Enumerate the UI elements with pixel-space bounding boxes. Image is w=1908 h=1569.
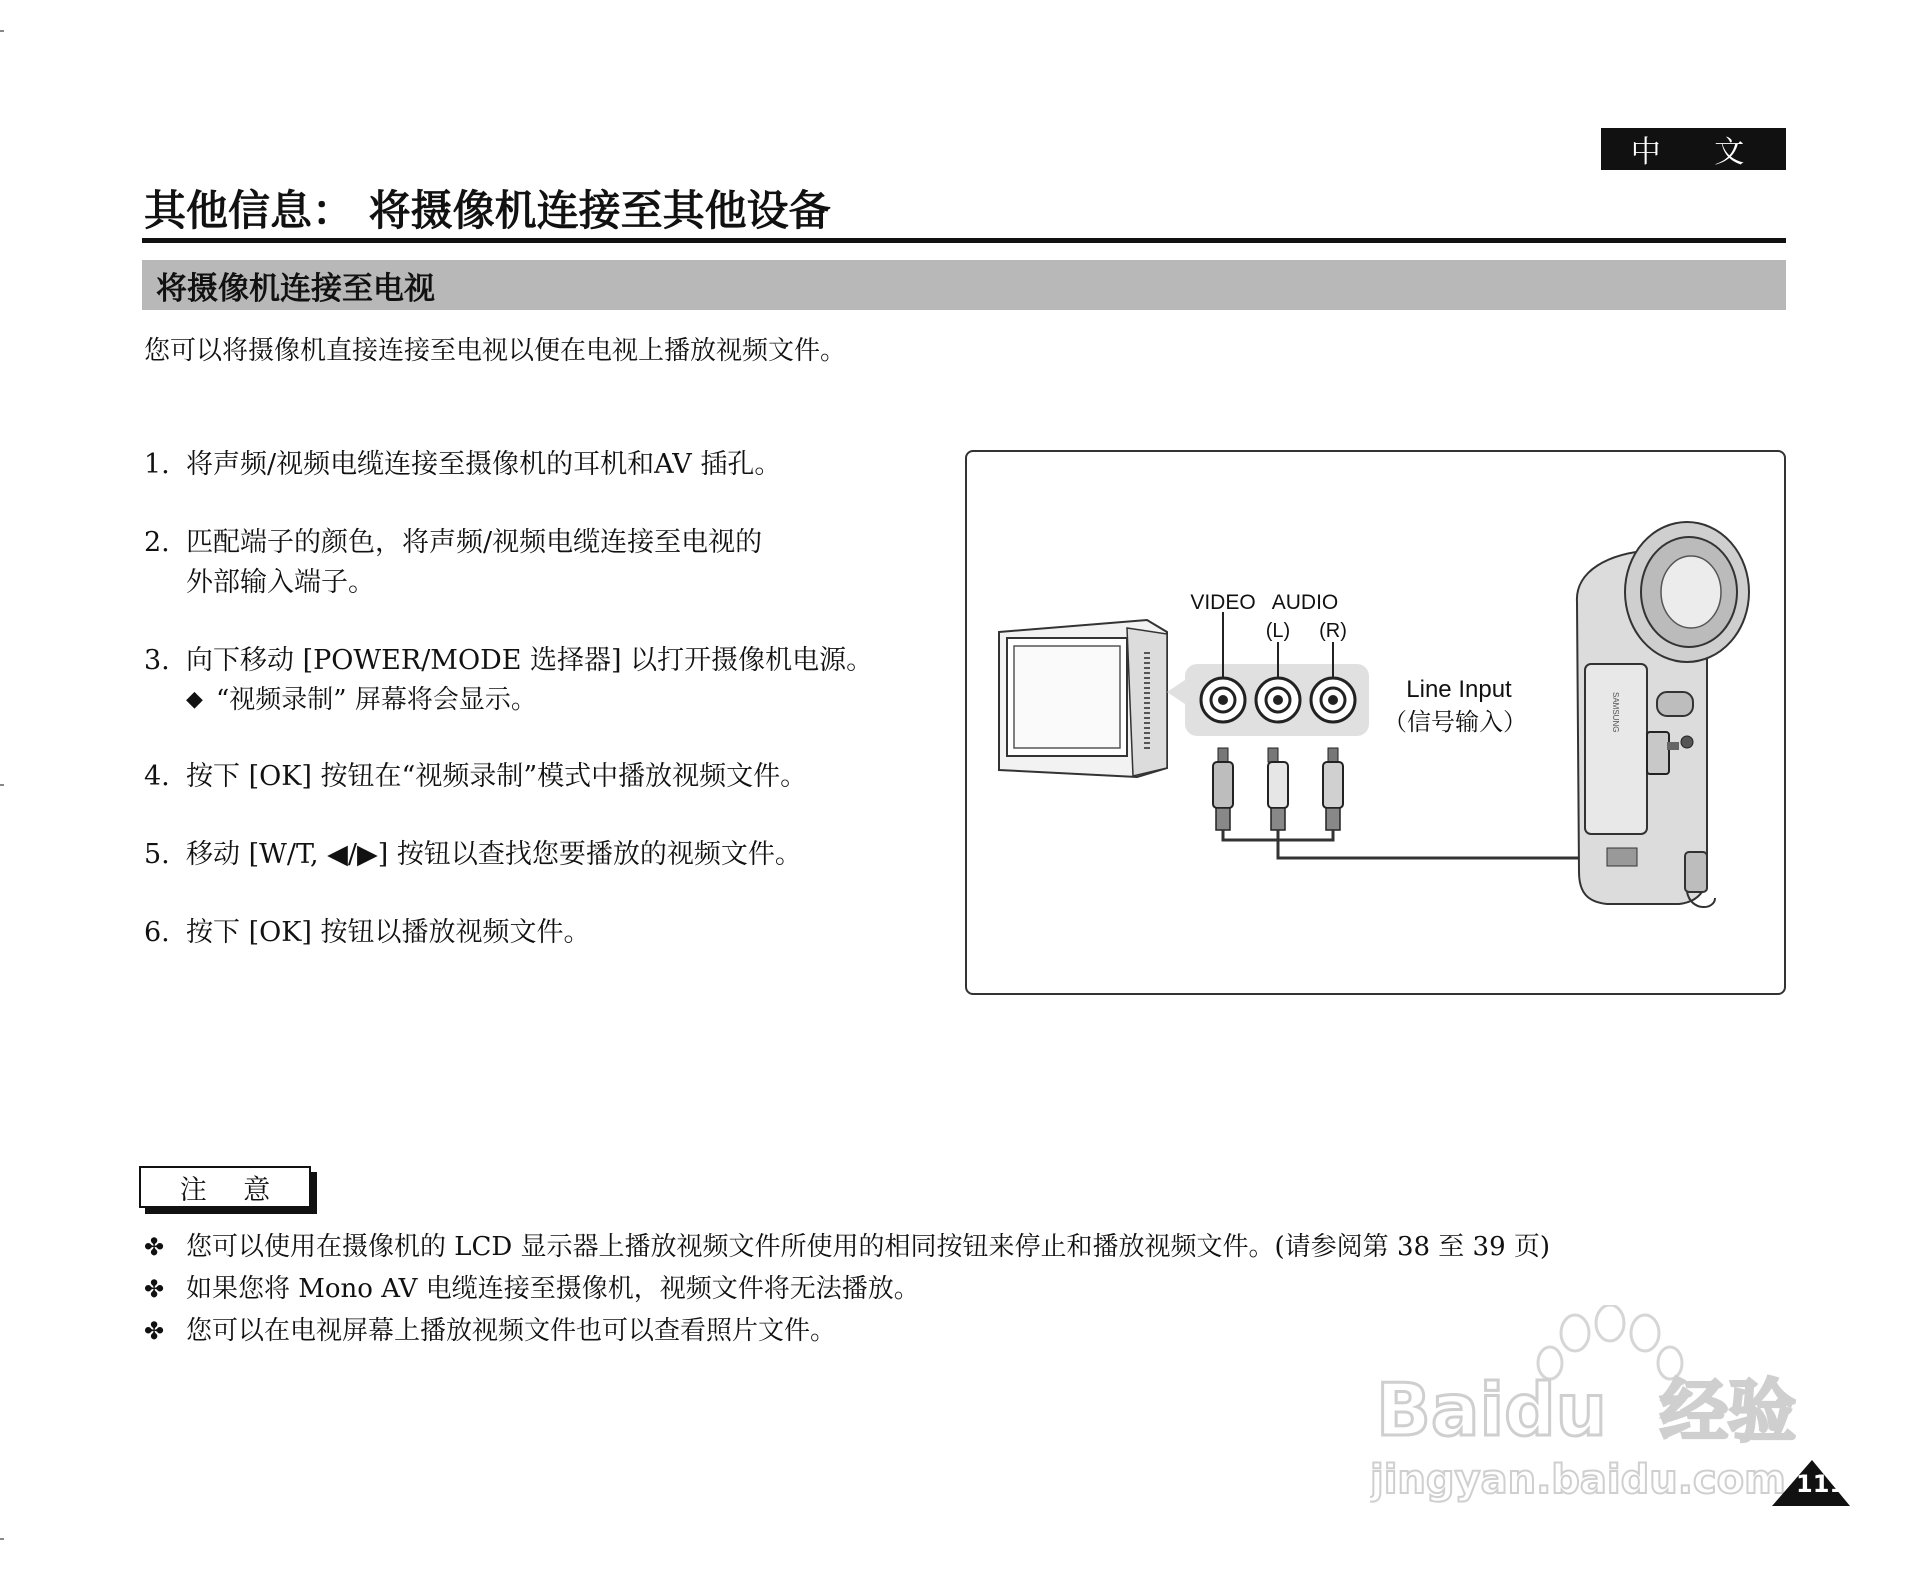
page-title: 其他信息： 将摄像机连接至其他设备: [144, 186, 831, 235]
step-number: 5.: [144, 839, 170, 870]
crop-mark: [0, 784, 4, 786]
step-3: [144, 641, 924, 719]
step-text: 向下移动 [POWER/MODE 选择器] 以打开摄像机电源。: [186, 645, 874, 676]
watermark-brand: Baidu: [1376, 1368, 1607, 1452]
steps-list: [144, 445, 924, 953]
note-item: [144, 1268, 1784, 1310]
language-tag: 中 文: [1601, 128, 1786, 170]
step-text: 移动 [W/T, ◀/▶] 按钮以查找您要播放的视频文件。: [186, 839, 802, 870]
title-rule: [142, 238, 1786, 243]
cross-bullet-icon: ✤: [144, 1233, 165, 1261]
video-label: VIDEO: [1190, 591, 1256, 614]
step-number: 2.: [144, 527, 170, 558]
step-sub-text: “视频录制” 屏幕将会显示。: [216, 685, 537, 715]
step-text-line: 外部输入端子。: [186, 567, 375, 598]
audio-left-jack-icon: [1256, 678, 1300, 722]
note-tag: 注 意: [139, 1166, 311, 1208]
step-text: 将声频/视频电缆连接至摄像机的耳机和AV 插孔。: [186, 449, 782, 480]
camcorder-icon: [1577, 522, 1749, 907]
step-4: [144, 757, 924, 797]
video-jack-icon: [1201, 678, 1245, 722]
step-text: 按下 [OK] 按钮在“视频录制”模式中播放视频文件。: [186, 761, 808, 792]
tv-icon: [999, 620, 1167, 777]
step-1: [144, 445, 924, 485]
note-text: 如果您将 Mono AV 电缆连接至摄像机，视频文件将无法播放。: [186, 1274, 920, 1304]
section-title: 将摄像机连接至电视: [156, 270, 435, 307]
step-number: 6.: [144, 917, 170, 948]
step-text: [186, 523, 924, 603]
step-5: [144, 835, 924, 875]
note-text: 您可以使用在摄像机的 LCD 显示器上播放视频文件所使用的相同按钮来停止和播放视频文件。(请参阅第 38 至 39 页): [186, 1232, 1551, 1262]
step-content: [186, 641, 924, 719]
section-header: [142, 260, 1786, 310]
step-text: 按下 [OK] 按钮以播放视频文件。: [186, 917, 591, 948]
step-sub-bullet: [186, 681, 924, 719]
right-channel-label: (R): [1319, 620, 1347, 642]
connection-illustration: [967, 452, 1784, 993]
crop-mark: [0, 1538, 4, 1540]
audio-right-jack-icon: [1311, 678, 1355, 722]
step-number: 3.: [144, 645, 170, 676]
brand-label: SAMSUNG: [1611, 692, 1620, 733]
step-6: [144, 913, 924, 953]
left-channel-label: (L): [1265, 620, 1291, 642]
note-item: [144, 1226, 1784, 1268]
line-input-label: Line Input: [1406, 676, 1512, 703]
crop-mark: [0, 30, 4, 32]
connection-diagram: [965, 450, 1786, 995]
note-text: 您可以在电视屏幕上播放视频文件也可以查看照片文件。: [186, 1316, 837, 1346]
cross-bullet-icon: ✤: [144, 1275, 165, 1303]
step-number: 1.: [144, 449, 170, 480]
step-text-line: 匹配端子的颜色，将声频/视频电缆连接至电视的: [186, 527, 763, 558]
step-number: 4.: [144, 761, 170, 792]
intro-text: 您可以将摄像机直接连接至电视以便在电视上播放视频文件。: [144, 336, 847, 366]
step-2: [144, 523, 924, 603]
page-number: 111: [1796, 1470, 1847, 1498]
line-input-cn-label: （信号输入）: [1383, 708, 1527, 736]
diamond-bullet-icon: ◆: [186, 687, 203, 712]
watermark-url: jingyan.baidu.com: [1370, 1457, 1786, 1503]
cross-bullet-icon: ✤: [144, 1317, 165, 1345]
rca-plug-icon: [1213, 748, 1343, 830]
audio-label: AUDIO: [1271, 591, 1339, 614]
watermark-brand-cn: 经验: [1660, 1373, 1797, 1452]
